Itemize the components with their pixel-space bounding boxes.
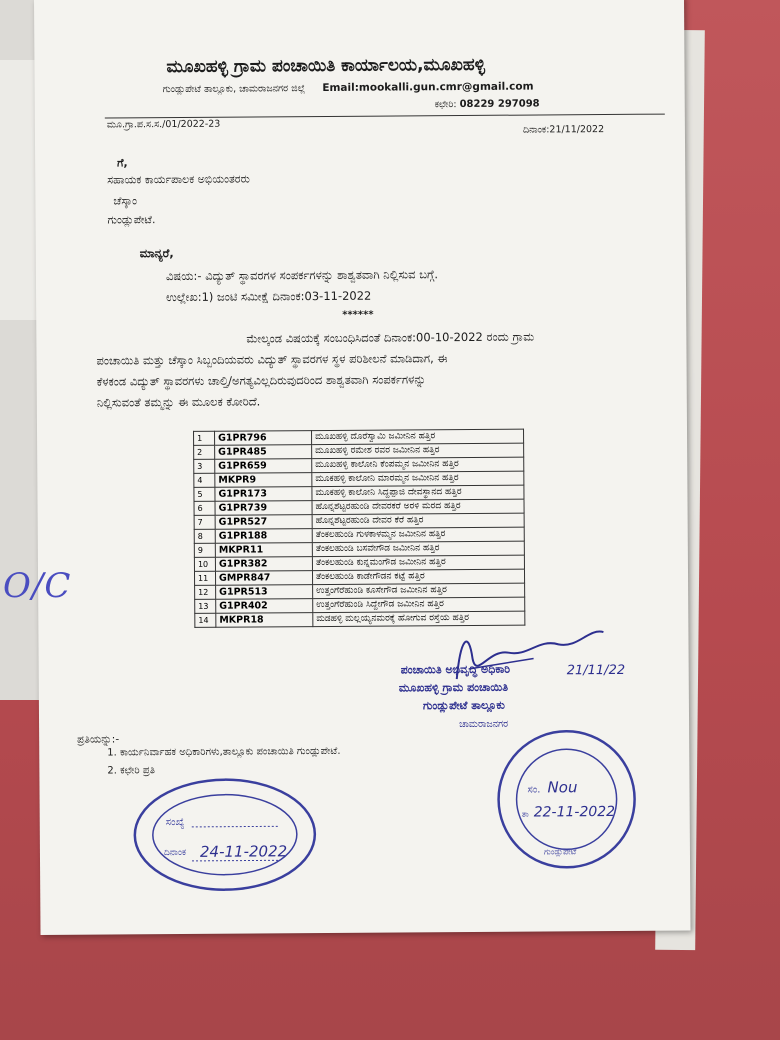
- item-code: G1PR659: [215, 459, 312, 474]
- panchayat-date-label: ತಾ: [521, 809, 529, 819]
- item-number: 7: [194, 515, 215, 529]
- item-number: 14: [195, 613, 216, 627]
- body-line: ಕೆಳಕಂಡ ವಿದ್ಯುತ್ ಸ್ಥಾವರಗಳು ಚಾಲ್ತಿ/ಅಗತ್ಯವಿಲ್ಲದಿರುವುದರಿಂದ ಶಾಶ್ವತವಾಗಿ ಸಂಪರ್ಕಗಳನ್ನು: [96, 372, 426, 389]
- item-location: ಮೂಖಹಳ್ಳಿ ದೊರೆಸ್ವಾಮಿ ಜಮೀನಿನ ಹತ್ತಿರ: [312, 429, 524, 444]
- to-label: ಗೆ,: [117, 156, 128, 170]
- item-code: G1PR382: [215, 557, 312, 572]
- item-location: ತೆಂಕಲಹುಂಡಿ ಬಸವೇಗೌಡ ಜಮೀನಿನ ಹತ್ತಿರ: [312, 541, 524, 556]
- copy-item: 2. ಕಛೇರಿ ಪ್ರತಿ: [107, 765, 156, 777]
- item-number: 2: [194, 445, 215, 459]
- phone-line: [435, 98, 540, 110]
- item-location: ಉತ್ತಂಗೆರೆಹುಂಡಿ ಕೂಸೇಗೌಡ ಜಮೀನಿನ ಹತ್ತಿರ: [313, 583, 525, 598]
- signatory-designation: ಪಂಚಾಯಿತಿ ಅಭಿವೃದ್ಧಿ ಅಧಿಕಾರಿ: [400, 662, 511, 677]
- item-code: G1PR485: [215, 445, 312, 460]
- item-number: 3: [194, 459, 215, 473]
- copies-heading: ಪ್ರತಿಯನ್ನು:-: [77, 733, 120, 746]
- copy-item: 1. ಕಾರ್ಯನಿರ್ವಾಹಕ ಅಧಿಕಾರಿಗಳು,ತಾಲ್ಲೂಕು ಪಂಚಾಯಿತಿ ಗುಂಡ್ಲುಪೇಟೆ.: [107, 745, 341, 759]
- item-code: MKPR18: [216, 613, 313, 628]
- letter-page: [34, 0, 691, 935]
- signature-scribble-icon: [438, 618, 638, 689]
- received-no-label: ಸಂಖ್ಯೆ: [165, 816, 185, 829]
- recipient-line-3: ಗುಂಡ್ಲುಪೇಟೆ.: [107, 213, 156, 227]
- item-number: 11: [194, 571, 215, 585]
- reference-line: ಉಲ್ಲೇಖ:1) ಜಂಟಿ ಸಮೀಕ್ಷೆ ದಿನಾಂಕ:03-11-2022: [166, 288, 372, 305]
- item-location: ತೆಂಕಲಹುಂಡಿ ಕುನ್ನಮಂಗೌಡ ಜಮೀನಿನ ಹತ್ತಿರ: [312, 555, 524, 570]
- email-address: Email:mookalli.gun.cmr@gmail.com: [322, 80, 534, 94]
- item-code: G1PR513: [216, 585, 313, 600]
- letter-date: ದಿನಾಂಕ:21/11/2022: [522, 124, 605, 136]
- item-location: ಮೂಖಹಳ್ಳಿ ರಮೇಶ ರವರ ಜಮೀನಿನ ಹತ್ತಿರ: [312, 443, 524, 458]
- panchayat-no-label: ಸಂ.: [527, 784, 541, 796]
- office-title: ಮೂಖಹಳ್ಳಿ ಗ್ರಾಮ ಪಂಚಾಯಿತಿ ಕಾರ್ಯಾಲಯ,ಮೂಖಹಳ್ಳಿ: [166, 54, 486, 78]
- signatory-panchayat: ಮೂಖಹಳ್ಳಿ ಗ್ರಾಮ ಪಂಚಾಯಿತಿ: [398, 680, 509, 695]
- item-location: ಮಡಹಳ್ಳಿ ಮಲ್ಲಯ್ಯನಮರಕ್ಕೆ ಹೋಗುವ ರಸ್ತೆಯ ಹತ್ತಿರ: [313, 611, 525, 626]
- item-code: MKPR11: [215, 543, 312, 558]
- body-line: ನಿಲ್ಲಿಸುವಂತೆ ತಮ್ಮನ್ನು ಈ ಮೂಲಕ ಕೋರಿದೆ.: [96, 394, 261, 410]
- separator: ******: [342, 309, 374, 321]
- panchayat-ring-text: ಗುಂಡ್ಲುಪೇಟೆ: [543, 847, 577, 857]
- item-location: ಹೊನ್ನಶೆಟ್ಟರಹುಂಡಿ ದೇವರ ಕೆರೆ ಹತ್ತಿರ: [312, 513, 524, 528]
- item-number: 8: [194, 529, 215, 543]
- item-code: GMPR847: [215, 571, 312, 586]
- installations-table: [193, 429, 525, 628]
- item-number: 12: [195, 585, 216, 599]
- item-number: 1: [194, 431, 215, 445]
- item-location: ಮೂಕಹಳ್ಳಿ ಕಾಲೋನಿ ಮಾರಮ್ಮನ ಜಮೀನಿನ ಹತ್ತಿರ: [312, 471, 524, 486]
- signatory-district: ಚಾಮರಾಜನಗರ: [459, 718, 509, 731]
- item-location: ಮೂಖಹಳ್ಳಿ ಕಾಲೋನಿ ಕೆಂಪಮ್ಮನ ಜಮೀನಿನ ಹತ್ತಿರ: [312, 457, 524, 472]
- margin-note: O/C: [3, 566, 72, 606]
- subject-line: ವಿಷಯ:- ವಿದ್ಯುತ್ ಸ್ಥಾವರಗಳ ಸಂಪರ್ಕಗಳನ್ನು ಶಾಶ್ವತವಾಗಿ ನಿಲ್ಲಿಸುವ ಬಗ್ಗೆ.: [165, 267, 439, 284]
- panchayat-no: Nou: [547, 778, 578, 797]
- salutation: ಮಾನ್ಯರೆ,: [139, 246, 174, 261]
- body-line: ಪಂಚಾಯಿತಿ ಮತ್ತು ಚೆಸ್ಕಾಂ ಸಿಬ್ಬಂದಿಯವರು ವಿದ್ಯುತ್ ಸ್ಥಾವರಗಳ ಸ್ಥಳ ಪರಿಶೀಲನೆ ಮಾಡಿದಾಗ, ಈ: [96, 351, 448, 368]
- item-number: 4: [194, 473, 215, 487]
- address-line: [163, 81, 534, 96]
- panchayat-seal: [491, 724, 642, 875]
- signatory-taluk: ಗುಂಡ್ಲುಪೇಟೆ ತಾಲ್ಲೂಕು: [422, 698, 505, 713]
- body-line: ಮೇಲ್ಕಂಡ ವಿಷಯಕ್ಕೆ ಸಂಬಂಧಿಸಿದಂತೆ ದಿನಾಂಕ:00-10-2022 ರಂದು ಗ್ರಾಮ: [246, 329, 535, 346]
- phone-label: ಕಛೇರಿ:: [434, 99, 457, 111]
- item-location: ಉತ್ತಂಗೆರೆಹುಂಡಿ ಸಿದ್ದೇಗೌಡ ಜಮೀನಿನ ಹತ್ತಿರ: [313, 597, 525, 612]
- item-number: 5: [194, 487, 215, 501]
- item-code: G1PR402: [216, 599, 313, 614]
- panchayat-date: 22-11-2022: [533, 803, 616, 821]
- recipient-line-1: ಸಹಾಯಕ ಕಾರ್ಯಪಾಲಕ ಅಭಿಯಂತರರು: [107, 172, 250, 187]
- item-code: G1PR739: [215, 501, 312, 516]
- item-code: G1PR173: [215, 487, 312, 502]
- item-location: ತೆಂಕಲಹುಂಡಿ ಕಾಡೇಗೌಡನ ಕಟ್ಟೆ ಹತ್ತಿರ: [312, 569, 524, 584]
- item-code: G1PR796: [215, 431, 312, 446]
- item-code: G1PR188: [215, 529, 312, 544]
- item-number: 9: [194, 543, 215, 557]
- item-number: 6: [194, 501, 215, 515]
- body-paragraph: [96, 326, 657, 414]
- received-date-label: ದಿನಾಂಕ: [163, 847, 187, 859]
- item-location: ಹೊನ್ನಶೆಟ್ಟರಹುಂಡಿ ದೇವರಕರೆ ಅರಳಿ ಮರದ ಹತ್ತಿರ: [312, 499, 524, 514]
- recipient-line-2: ಚೆಸ್ಕಾಂ: [113, 194, 138, 208]
- item-code: G1PR527: [215, 515, 312, 530]
- item-location: ಮೂಕಹಳ್ಳಿ ಕಾಲೋನಿ ಸಿದ್ದಪ್ಪಾಜಿ ದೇವಸ್ಥಾನದ ಹತ್ತಿರ: [312, 485, 524, 500]
- item-location: ತೆಂಕಲಹುಂಡಿ ಗುಳಕಾಳಮ್ಮನ ಜಮೀನಿನ ಹತ್ತಿರ: [312, 527, 524, 542]
- item-number: 10: [194, 557, 215, 571]
- reference-number: ಮೂ.ಗ್ರಾ.ಪ.ಸ.ಸ./01/2022-23: [106, 118, 221, 131]
- signed-date: 21/11/22: [566, 662, 626, 679]
- district-line: ಗುಂಡ್ಲುಪೇಟೆ ತಾಲ್ಲೂಕು, ಚಾಮರಾಜನಗರ ಜಿಲ್ಲೆ: [162, 83, 306, 96]
- received-date: 24-11-2022: [199, 842, 288, 861]
- header-divider: [105, 114, 665, 119]
- item-code: MKPR9: [215, 473, 312, 488]
- item-number: 13: [195, 599, 216, 613]
- received-stamp: [129, 774, 320, 895]
- phone-number: 08229 297098: [459, 98, 540, 111]
